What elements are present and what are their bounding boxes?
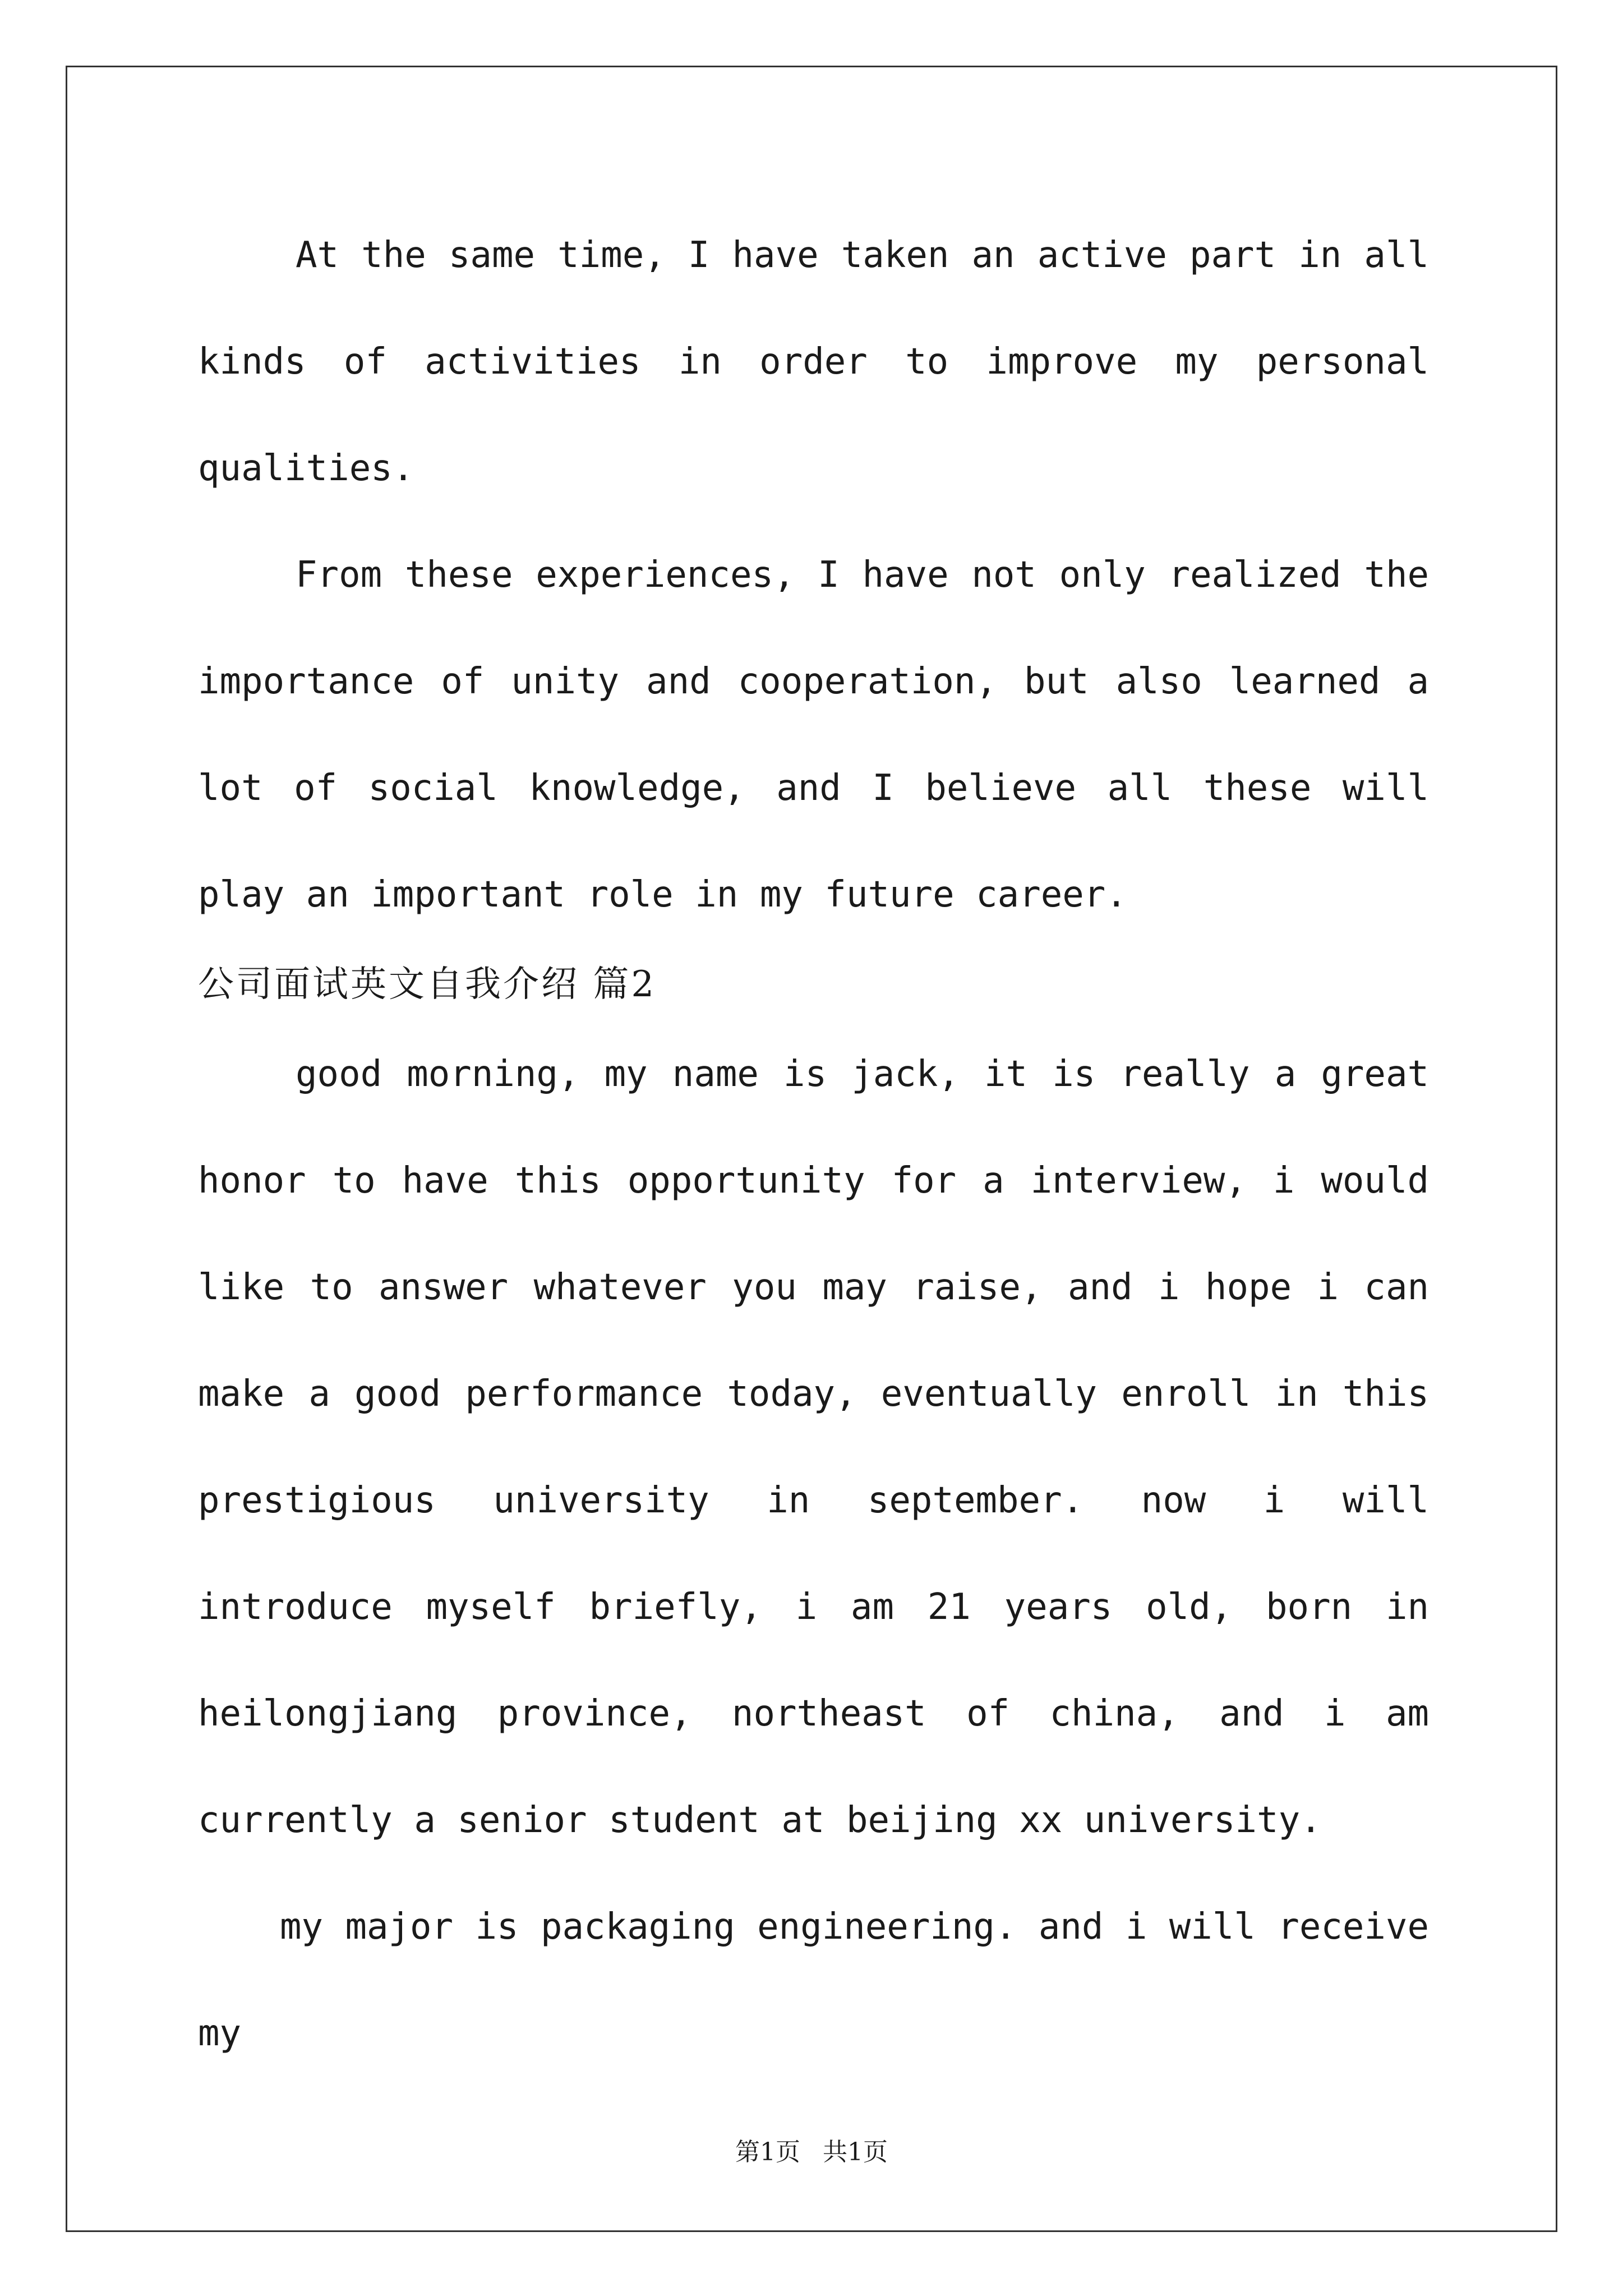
document-body: [198, 202, 1429, 2087]
paragraph-experiences: From these experiences, I have not only realized the importance of unity and cooperation, but also learned a lot of social knowledge, and I believe all these will play an important role in my future career.: [198, 554, 1429, 915]
section-heading: 公司面试英文自我介绍 篇2: [198, 964, 657, 1005]
page-footer: [0, 2132, 1623, 2168]
page-number: 第1页: [735, 2138, 800, 2166]
paragraph-activities: At the same time, I have taken an active part in all kinds of activities in order to improve my personal qualities.: [198, 234, 1429, 489]
page-total: 共1页: [823, 2138, 888, 2166]
paragraph-major: my major is packaging engineering. and i will receive my: [198, 1906, 1429, 2054]
paragraph-introduction: good morning, my name is jack, it is really a great honor to have this opportunity for a interview, i would like to answer whatever you may raise, and i hope i can make a good performance today, eventually enroll in this prestigious university in september. now i will introduce myself briefly, i am 21 years old, born in heilongjiang province, northeast of china, and i am currently a senior student at beijing xx university.: [198, 1053, 1429, 1841]
